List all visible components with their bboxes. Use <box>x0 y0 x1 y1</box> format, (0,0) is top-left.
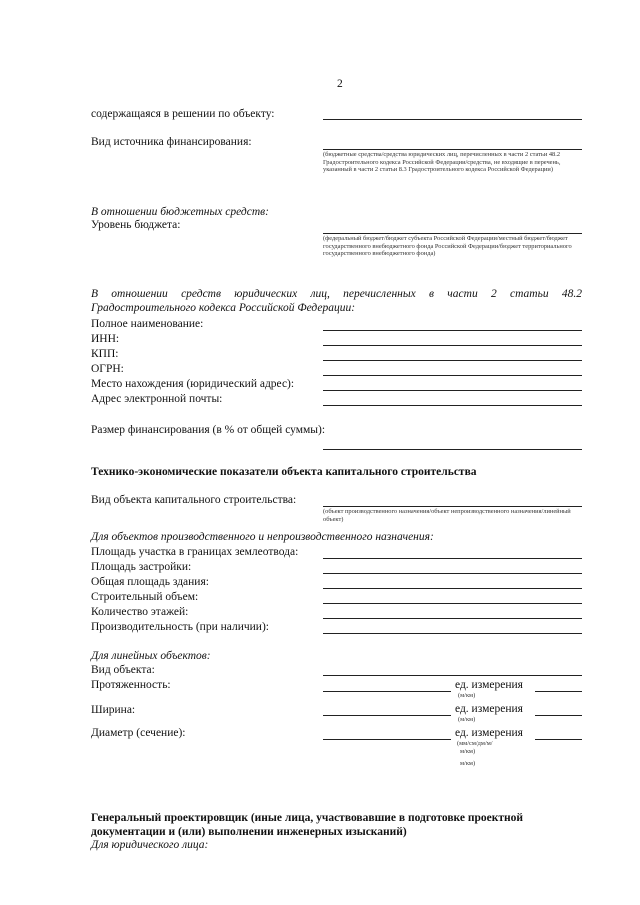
designer-heading-2: документации и (или) выполнении инженерных изысканий) <box>91 826 407 838</box>
object-type-hint: (объект производственного назначения/объект непроизводственного назначения/линейный объект) <box>323 508 571 523</box>
capacity-label: Производительность (при наличии): <box>91 621 269 633</box>
length-label: Протяженность: <box>91 679 171 691</box>
budget-level-line[interactable] <box>323 233 582 234</box>
legal-entities-heading-2: Градостроительного кодекса Российской Федерации: <box>91 302 356 314</box>
width-line[interactable] <box>323 715 451 716</box>
diameter-units-hint-1: (мм/см/дм/м/ <box>457 740 493 747</box>
object-decision-line[interactable] <box>323 119 582 120</box>
email-line[interactable] <box>323 405 582 406</box>
funding-source-label: Вид источника финансирования: <box>91 136 252 148</box>
object-type-line[interactable] <box>323 506 582 507</box>
floors-line[interactable] <box>323 618 582 619</box>
designer-heading: Генеральный проектировщик (иные лица, участвовавшие в подготовке проектной <box>91 812 524 824</box>
linear-type-label: Вид объекта: <box>91 664 155 676</box>
diameter-line[interactable] <box>323 739 451 740</box>
financing-size-label: Размер финансирования (в % от общей суммы): <box>91 424 326 436</box>
ogrn-line[interactable] <box>323 375 582 376</box>
legal-entities-heading: В отношении средств юридических лиц, перечисленных в части 2 статьи 48.2 <box>91 288 582 300</box>
legal-address-label: Место нахождения (юридический адрес): <box>91 378 295 390</box>
building-footprint-line[interactable] <box>323 573 582 574</box>
tech-heading: Технико-экономические показатели объекта капитального строительства <box>91 466 477 478</box>
length-unit-label: ед. измерения <box>455 679 523 691</box>
width-label: Ширина: <box>91 704 136 716</box>
building-footprint-label: Площадь застройки: <box>91 561 192 573</box>
plot-area-label: Площадь участка в границах землеотвода: <box>91 546 299 558</box>
diameter-label: Диаметр (сечение): <box>91 727 186 739</box>
length-units-hint: (м/км) <box>458 692 476 699</box>
inn-label: ИНН: <box>91 333 120 345</box>
ogrn-label: ОГРН: <box>91 363 124 375</box>
budget-level-label: Уровень бюджета: <box>91 219 181 231</box>
length-unit-line[interactable] <box>535 691 582 692</box>
designer-legal-entity-subheading: Для юридического лица: <box>91 839 209 851</box>
page-number: 2 <box>337 78 343 90</box>
funding-source-line[interactable] <box>323 149 582 150</box>
plot-area-line[interactable] <box>323 558 582 559</box>
full-name-label: Полное наименование: <box>91 318 204 330</box>
email-label: Адрес электронной почты: <box>91 393 223 405</box>
total-area-line[interactable] <box>323 588 582 589</box>
funding-source-hint: (бюджетные средства/средства юридических лиц, перечисленных в части 2 статьи 48.2 Градостроительного кодекса Российской Федерации/средства, не входящие в перечень, указанный в части 2 статьи 8.3 Градостроительного кодекса Российской Федерации) <box>323 151 561 174</box>
capacity-line[interactable] <box>323 633 582 634</box>
production-heading: Для объектов производственного и непроизводственного назначения: <box>91 531 434 543</box>
full-name-line[interactable] <box>323 330 582 331</box>
total-area-label: Общая площадь здания: <box>91 576 209 588</box>
diameter-unit-line[interactable] <box>535 739 582 740</box>
budget-level-hint: (федеральный бюджет/бюджет субъекта Российской Федерации/местный бюджет/бюджет государственного внебюджетного фонда Российской Федерации/бюджет территориального государственного внебюджетного фонда) <box>323 235 572 258</box>
construction-volume-label: Строительный объем: <box>91 591 199 603</box>
linear-type-line[interactable] <box>323 675 582 676</box>
linear-heading: Для линейных объектов: <box>91 650 211 662</box>
kpp-line[interactable] <box>323 360 582 361</box>
diameter-units-hint-3: м/км) <box>460 760 476 767</box>
budget-heading: В отношении бюджетных средств: <box>91 206 269 218</box>
construction-volume-line[interactable] <box>323 603 582 604</box>
object-type-label: Вид объекта капитального строительства: <box>91 494 297 506</box>
financing-size-line[interactable] <box>323 449 582 450</box>
diameter-units-hint-2: м/км) <box>460 748 476 755</box>
width-unit-line[interactable] <box>535 715 582 716</box>
object-decision-label: содержащаяся в решении по объекту: <box>91 108 275 120</box>
diameter-unit-label: ед. измерения <box>455 727 523 739</box>
kpp-label: КПП: <box>91 348 119 360</box>
inn-line[interactable] <box>323 345 582 346</box>
length-line[interactable] <box>323 691 451 692</box>
width-unit-label: ед. измерения <box>455 703 523 715</box>
floors-label: Количество этажей: <box>91 606 189 618</box>
legal-address-line[interactable] <box>323 390 582 391</box>
width-units-hint: (м/км) <box>458 716 476 723</box>
